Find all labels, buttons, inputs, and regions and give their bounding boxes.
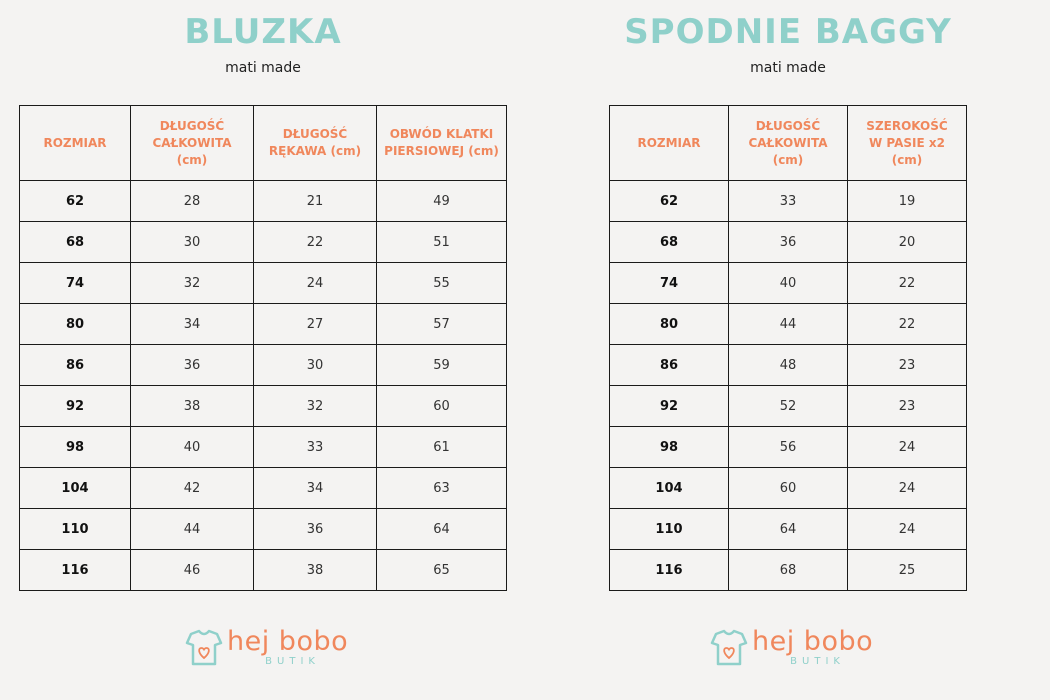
size-cell: 68 [20,222,131,263]
measurement-cell: 44 [131,509,254,550]
size-cell: 110 [610,509,729,550]
measurement-cell: 36 [131,345,254,386]
header-cell: DŁUGOŚĆ CAŁKOWITA (cm) [131,106,254,181]
table-header-row [20,106,507,181]
measurement-cell: 49 [377,181,507,222]
size-cell: 86 [20,345,131,386]
measurement-cell: 60 [377,386,507,427]
brand-logo [710,628,873,672]
measurement-cell: 28 [131,181,254,222]
size-cell: 74 [610,263,729,304]
brand-name: hej bobo [227,626,349,657]
header-cell: DŁUGOŚĆ RĘKAWA (cm) [254,106,377,181]
measurement-cell: 21 [254,181,377,222]
measurement-cell: 22 [848,263,967,304]
header-cell: ROZMIAR [610,106,729,181]
measurement-cell: 30 [131,222,254,263]
table-row [20,550,507,591]
table-row [610,509,967,550]
size-cell: 104 [20,468,131,509]
measurement-cell: 24 [848,468,967,509]
measurement-cell: 24 [848,427,967,468]
size-cell: 86 [610,345,729,386]
size-cell: 62 [610,181,729,222]
table-row [20,181,507,222]
table-header-row [610,106,967,181]
measurement-cell: 19 [848,181,967,222]
measurement-cell: 64 [729,509,848,550]
table-row [610,181,967,222]
measurement-cell: 22 [848,304,967,345]
table-row [610,222,967,263]
measurement-cell: 22 [254,222,377,263]
size-cell: 68 [610,222,729,263]
size-cell: 74 [20,263,131,304]
table-row [20,509,507,550]
measurement-cell: 48 [729,345,848,386]
measurement-cell: 40 [729,263,848,304]
measurement-cell: 20 [848,222,967,263]
table-row [20,222,507,263]
table-row [20,468,507,509]
table-row [610,550,967,591]
table-row [20,304,507,345]
header-cell: DŁUGOŚĆ CAŁKOWITA (cm) [729,106,848,181]
brand-sub: BUTIK [265,656,320,667]
table-row [20,427,507,468]
table-row [610,345,967,386]
measurement-cell: 60 [729,468,848,509]
measurement-cell: 56 [729,427,848,468]
spodnie-size-table [609,105,967,591]
size-cell: 116 [610,550,729,591]
measurement-cell: 23 [848,345,967,386]
table-row [610,468,967,509]
size-cell: 110 [20,509,131,550]
measurement-cell: 40 [131,427,254,468]
measurement-cell: 65 [377,550,507,591]
measurement-cell: 52 [729,386,848,427]
size-cell: 62 [20,181,131,222]
measurement-cell: 32 [131,263,254,304]
measurement-cell: 24 [254,263,377,304]
size-cell: 116 [20,550,131,591]
size-cell: 104 [610,468,729,509]
measurement-cell: 64 [377,509,507,550]
brand-name: hej bobo [752,626,874,657]
size-cell: 92 [20,386,131,427]
spodnie-title: SPODNIE BAGGY [624,12,952,52]
baby-shirt-icon [185,628,227,672]
table-row [20,386,507,427]
table-row [20,345,507,386]
measurement-cell: 38 [254,550,377,591]
header-cell: SZEROKOŚĆ W PASIE x2 (cm) [848,106,967,181]
measurement-cell: 25 [848,550,967,591]
measurement-cell: 33 [729,181,848,222]
header-cell: OBWÓD KLATKI PIERSIOWEJ (cm) [377,106,507,181]
measurement-cell: 34 [131,304,254,345]
measurement-cell: 24 [848,509,967,550]
bluzka-subtitle: mati made [225,60,301,76]
measurement-cell: 44 [729,304,848,345]
measurement-cell: 51 [377,222,507,263]
measurement-cell: 32 [254,386,377,427]
measurement-cell: 33 [254,427,377,468]
measurement-cell: 23 [848,386,967,427]
header-cell: ROZMIAR [20,106,131,181]
brand-logo [185,628,348,672]
table-row [610,427,967,468]
baby-shirt-icon [710,628,752,672]
measurement-cell: 61 [377,427,507,468]
measurement-cell: 63 [377,468,507,509]
measurement-cell: 68 [729,550,848,591]
measurement-cell: 46 [131,550,254,591]
measurement-cell: 57 [377,304,507,345]
measurement-cell: 36 [729,222,848,263]
size-cell: 80 [610,304,729,345]
bluzka-title: BLUZKA [184,12,342,52]
bluzka-size-table [19,105,507,591]
size-cell: 98 [610,427,729,468]
brand-sub: BUTIK [790,656,845,667]
measurement-cell: 42 [131,468,254,509]
measurement-cell: 36 [254,509,377,550]
measurement-cell: 59 [377,345,507,386]
size-cell: 98 [20,427,131,468]
measurement-cell: 38 [131,386,254,427]
measurement-cell: 55 [377,263,507,304]
measurement-cell: 34 [254,468,377,509]
table-row [610,386,967,427]
spodnie-subtitle: mati made [750,60,826,76]
measurement-cell: 30 [254,345,377,386]
table-row [610,304,967,345]
size-cell: 92 [610,386,729,427]
table-row [610,263,967,304]
measurement-cell: 27 [254,304,377,345]
size-cell: 80 [20,304,131,345]
table-row [20,263,507,304]
